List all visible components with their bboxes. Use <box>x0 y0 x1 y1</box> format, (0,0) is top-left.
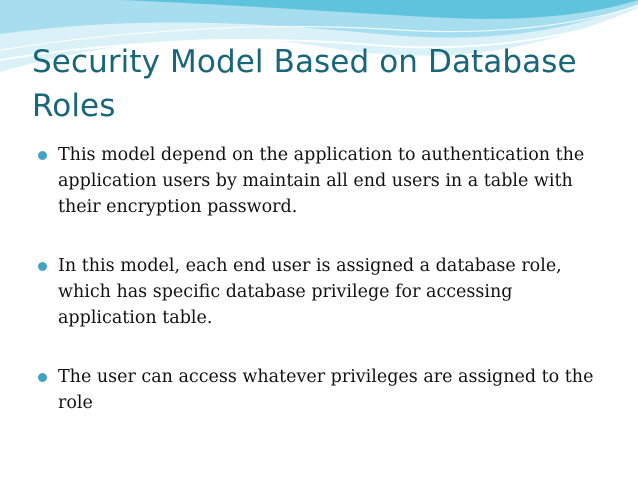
bullet-text: In this model, each end user is assigned a database role, which has specific database privilege for accessing application table. <box>58 256 562 328</box>
bullet-icon <box>38 373 47 382</box>
bullet-item <box>38 142 608 220</box>
bullet-text: This model depend on the application to authentication the application users by maintain all end users in a table with their encryption password. <box>58 145 585 217</box>
slide-title: Security Model Based on Database Roles <box>32 44 577 124</box>
bullet-list <box>38 142 608 416</box>
bullet-icon <box>38 151 47 160</box>
bullet-item <box>38 253 608 331</box>
bullet-text: The user can access whatever privileges are assigned to the role <box>58 367 594 413</box>
bullet-item <box>38 364 608 416</box>
bullet-icon <box>38 262 47 271</box>
